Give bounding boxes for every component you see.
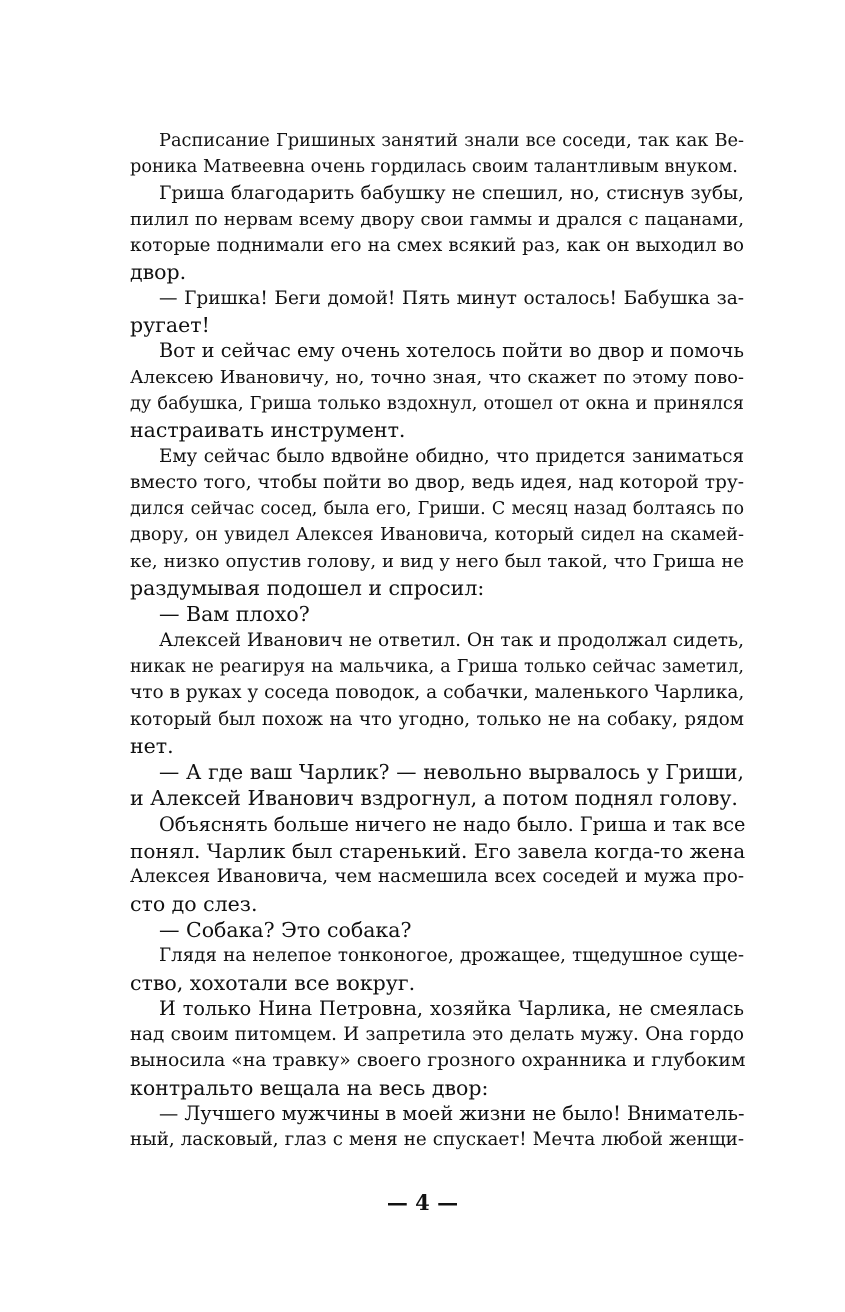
text-line: — А где ваш Чарлик? — невольно вырвалось у Гриши, (159, 760, 744, 785)
text-line: и Алексей Иванович вздрогнул, а потом поднял голову. (130, 786, 738, 811)
text-line: Алексею Ивановичу, но, точно зная, что скажет по этому пово- (130, 366, 744, 388)
text-line: роника Матвеевна очень гордилась своим талантливым внуком. (130, 157, 738, 178)
text-line: ный, ласковый, глаз с меня не спускает! Мечта любой женщи- (130, 1129, 744, 1151)
text-line: ке, низко опустив голову, и вид у него был такой, что Гриша не (130, 550, 744, 572)
text-line: настраивать инструмент. (130, 418, 406, 443)
text-line: двору, он увидел Алексея Ивановича, который сидел на скамей- (130, 525, 744, 546)
text-line: что в руках у соседа поводок, а собачки, маленького Чарлика, (130, 682, 745, 704)
text-line: — Гришка! Беги домой! Пять минут осталось! Бабушка за- (159, 287, 744, 309)
text-line: вместо того, чтобы пойти во двор, ведь идея, над которой тру- (130, 471, 744, 493)
text-line: никак не реагируя на мальчика, а Гриша только сейчас заметил, (130, 656, 744, 677)
text-line: И только Нина Петровна, хозяйка Чарлика, не смеялась (159, 996, 744, 1020)
text-line: которые поднимали его на смех всякий раз, как он выходил во (130, 235, 744, 257)
text-line: Гриша благодарить бабушку не спешил, но, стиснув зубы, (159, 182, 744, 204)
text-line: который был похож на что угодно, только не на собаку, рядом (130, 708, 744, 730)
text-line: над своим питомцем. И запретила это делать мужу. Она гордо (130, 1024, 744, 1046)
text-line: ду бабушка, Гриша только вздохнул, отошел от окна и принялся (130, 393, 744, 414)
text-line: пилил по нервам всему двору свои гаммы и дрался с пацанами, (130, 208, 744, 230)
text-line: — Собака? Это собака? (159, 917, 412, 942)
text-line: контральто вещала на весь двор: (130, 1075, 489, 1100)
text-line: — Лучшего мужчины в моей жизни не было! Вниматель- (159, 1101, 745, 1125)
text-line: Алексея Ивановича, чем насмешила всех соседей и мужа про- (130, 866, 744, 888)
text-line: Расписание Гришиных занятий знали все соседи, так как Ве- (159, 131, 744, 151)
text-line: ство, хохотали все вокруг. (130, 970, 416, 995)
text-line: Алексей Иванович не ответил. Он так и продолжал сидеть, (159, 629, 744, 651)
text-line: выносила «на травку» своего грозного охранника и глубоким (130, 1050, 746, 1072)
text-line: дился сейчас сосед, была его, Гриши. С месяц назад болтаясь по (130, 499, 744, 520)
text-line: понял. Чарлик был старенький. Его завела когда-то жена (130, 839, 746, 864)
text-line: Ему сейчас было вдвойне обидно, что придется заниматься (159, 445, 744, 467)
text-line: ругает! (130, 313, 210, 338)
body-text (130, 128, 744, 1154)
text-line: Объяснять больше ничего не надо было. Гриша и так все (159, 812, 746, 836)
text-line: сто до слез. (130, 891, 258, 916)
text-line: Глядя на нелепое тонконогое, дрожащее, тщедушное суще- (159, 945, 744, 967)
text-line: раздумывая подошел и спросил: (130, 576, 485, 601)
page-number: — 4 — (386, 1190, 459, 1215)
text-line: Вот и сейчас ему очень хотелось пойти во двор и помочь (159, 339, 744, 363)
text-line: — Вам плохо? (159, 602, 310, 627)
text-line: нет. (130, 733, 174, 758)
text-line: двор. (130, 260, 187, 285)
